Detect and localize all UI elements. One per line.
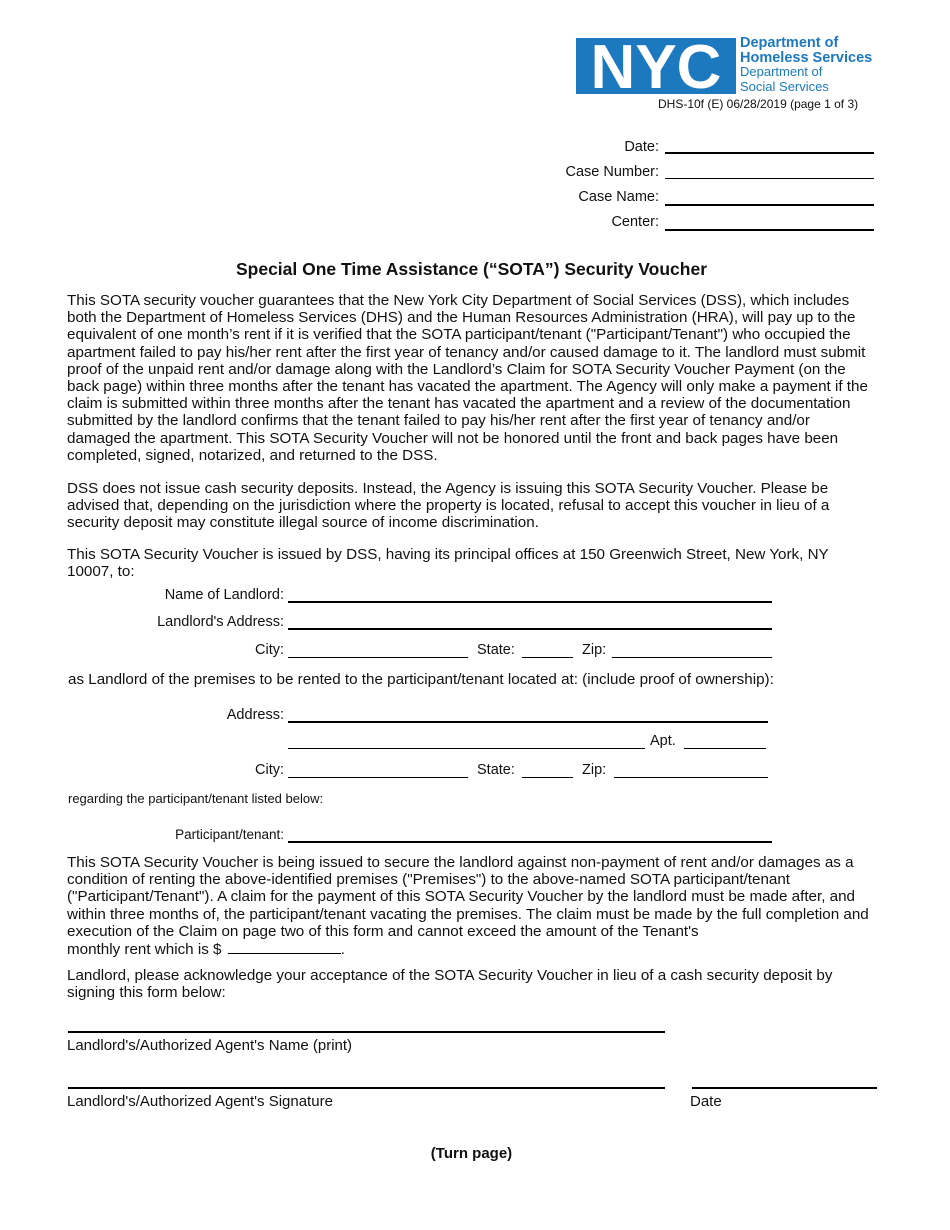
landlord-zip-label: Zip: (582, 642, 607, 658)
agency-line-1: Department of (740, 35, 839, 51)
paragraph-voucher-purpose: This SOTA Security Voucher is being issued to secure the landlord against non-payment of rent and/or damages as a condition of renting the above-identified premises ("Premises") to the above-named SOTA participant/tenant ("Participant/Tenant"). A claim for the payment of this SOTA Security Voucher by the landlord must be made after, and within three months of, the participant/tenant vacating the premises. The claim must be made by the full completion and execution of the Claim on page two of this form and cannot exceed the amount of the Tenant's (67, 854, 869, 940)
rent-amount-label: monthly rent which is $ (67, 941, 222, 958)
date-label: Date: (624, 139, 659, 155)
landlord-zip-field[interactable] (612, 657, 772, 658)
rent-amount-period: . (340, 941, 345, 958)
premises-zip-field[interactable] (614, 777, 768, 778)
landlord-address-field[interactable] (288, 628, 772, 630)
premises-apt-field[interactable] (684, 748, 766, 749)
landlord-name-label: Name of Landlord: (164, 587, 284, 603)
date-field[interactable] (665, 152, 874, 154)
landlord-name-field[interactable] (288, 601, 772, 603)
landlord-city-label: City: (255, 642, 284, 658)
landlord-state-field[interactable] (522, 657, 573, 658)
agency-line-4: Social Services (740, 78, 829, 94)
agent-signature-field[interactable] (68, 1087, 665, 1089)
premises-apt-label: Apt. (650, 733, 676, 749)
case-name-label: Case Name: (578, 189, 659, 205)
logo-mark-text: NYC (590, 38, 722, 94)
agent-name-label: Landlord's/Authorized Agent's Name (print) (67, 1037, 353, 1054)
nyc-logo (576, 38, 736, 94)
agency-line-2: Homeless Services (740, 49, 873, 66)
paragraph-premises: as Landlord of the premises to be rented to the participant/tenant located at: (include proof of ownership): (68, 671, 774, 688)
paragraph-issued-by: This SOTA Security Voucher is issued by DSS, having its principal offices at 150 Greenwich Street, New York, NY 10007, to: (67, 546, 829, 581)
center-label: Center: (611, 214, 659, 230)
participant-label: Participant/tenant: (175, 827, 284, 842)
premises-city-field[interactable] (288, 777, 468, 778)
agency-name (740, 36, 872, 94)
form-id: DHS-10f (E) 06/28/2019 (page 1 of 3) (658, 97, 859, 111)
agent-signature-label: Landlord's/Authorized Agent's Signature (67, 1093, 333, 1110)
participant-field[interactable] (288, 841, 772, 843)
premises-zip-label: Zip: (582, 762, 607, 778)
center-field[interactable] (665, 229, 874, 231)
case-name-field[interactable] (665, 204, 874, 206)
case-number-label: Case Number: (565, 164, 659, 180)
premises-state-field[interactable] (522, 777, 573, 778)
premises-state-label: State: (477, 762, 515, 778)
case-number-field[interactable] (665, 178, 874, 179)
paragraph-guarantee: This SOTA security voucher guarantees that the New York City Department of Social Services (DSS), which includes both the Department of Homeless Services (DHS) and the Human Resources Administration (HRA), will pay up to the equivalent of one month’s rent if it is verified that the SOTA participant/tenant ("Participant/Tenant") who occupied the apartment failed to pay his/her rent after the first year of tenancy and/or caused damage to it. The landlord must submit proof of the unpaid rent and/or damage along with the Landlord’s Claim for SOTA Security Voucher Payment (on the back page) within three months after the tenant has vacated the apartment. The Agency will only make a payment if the claim is submitted within three months after the tenant has vacated the apartment and a review of the documentation submitted by the landlord confirms that the tenant failed to pay his/her rent after the first year of tenancy and/or damaged the apartment. This SOTA Security Voucher will not be honored until the front and back pages have been completed, signed, notarized, and returned to the DSS. (67, 292, 868, 464)
signature-date-label: Date (690, 1093, 722, 1110)
signature-date-field[interactable] (692, 1087, 877, 1089)
nyc-logo-icon (576, 38, 736, 94)
landlord-address-label: Landlord's Address: (157, 614, 284, 630)
page-title: Special One Time Assistance (“SOTA”) Security Voucher (235, 259, 708, 279)
premises-address-line2-field[interactable] (288, 748, 645, 749)
premises-city-label: City: (255, 762, 284, 778)
paragraph-acknowledge: Landlord, please acknowledge your acceptance of the SOTA Security Voucher in lieu of a cash security deposit by signing this form below: (67, 967, 833, 1002)
turn-page-note: (Turn page) (430, 1145, 513, 1162)
rent-amount-field[interactable] (228, 940, 341, 954)
premises-address-label: Address: (226, 707, 284, 723)
landlord-city-field[interactable] (288, 657, 468, 658)
agency-line-3: Department of (740, 64, 823, 79)
paragraph-cash-deposits: DSS does not issue cash security deposits. Instead, the Agency is issuing this SOTA Security Voucher. Please be advised that, depending on the jurisdiction where the property is located, refusal to accept this voucher in lieu of a security deposit may constitute illegal source of income discrimination. (67, 480, 830, 532)
agent-name-field[interactable] (68, 1031, 665, 1033)
landlord-state-label: State: (477, 642, 515, 658)
rent-amount-row (67, 940, 345, 958)
paragraph-participant-below: regarding the participant/tenant listed below: (68, 791, 324, 806)
premises-address-field[interactable] (288, 721, 768, 723)
